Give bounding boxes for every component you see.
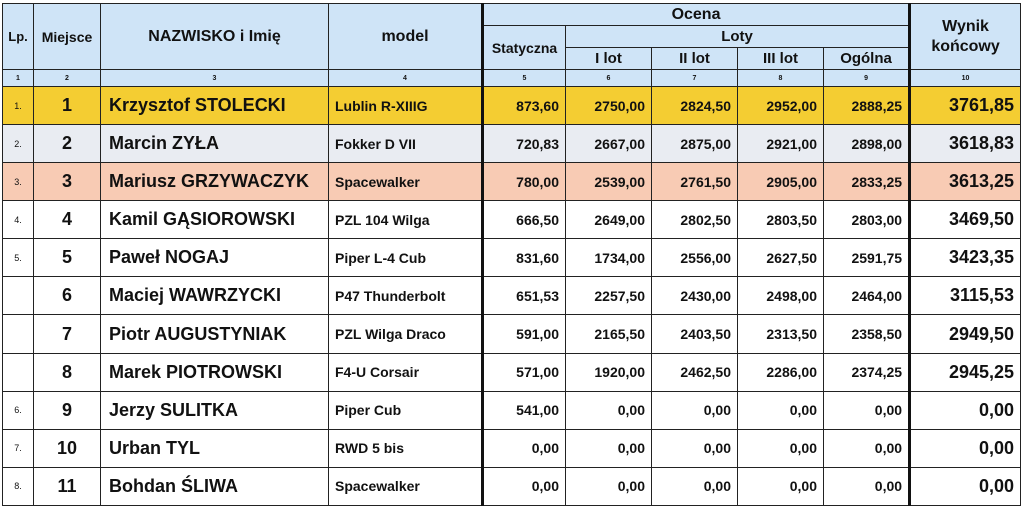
row-lot3: 2921,00 [738,125,824,163]
row-static: 541,00 [483,391,566,429]
row-overall: 2898,00 [824,125,910,163]
row-lot3: 0,00 [738,391,824,429]
table-row [3,353,1021,391]
row-place: 8 [34,353,101,391]
row-lot3: 2952,00 [738,87,824,125]
row-name: Marcin ZYŁA [101,125,329,163]
row-lot1: 2165,50 [566,315,652,353]
row-place: 4 [34,201,101,239]
row-lot2: 2824,50 [652,87,738,125]
header-overall: Ogólna [824,48,910,70]
row-final: 3115,53 [910,277,1021,315]
column-index: 5 [483,70,566,87]
header-lot3: III lot [738,48,824,70]
row-lp: 7. [3,429,34,467]
row-final: 0,00 [910,467,1021,505]
row-lp: 5. [3,239,34,277]
row-lot1: 2750,00 [566,87,652,125]
row-lot3: 2905,00 [738,163,824,201]
header-lot1: I lot [566,48,652,70]
row-model: Spacewalker [329,163,483,201]
row-lot3: 2313,50 [738,315,824,353]
row-lot2: 2875,00 [652,125,738,163]
row-name: Marek PIOTROWSKI [101,353,329,391]
row-lp [3,277,34,315]
row-model: P47 Thunderbolt [329,277,483,315]
row-overall: 2833,25 [824,163,910,201]
row-name: Urban TYL [101,429,329,467]
row-place: 2 [34,125,101,163]
row-static: 873,60 [483,87,566,125]
row-lot2: 2430,00 [652,277,738,315]
results-table [2,3,1021,506]
row-lot3: 0,00 [738,467,824,505]
row-lot1: 0,00 [566,429,652,467]
column-index: 2 [34,70,101,87]
row-lp: 2. [3,125,34,163]
table-row [3,429,1021,467]
row-overall: 2888,25 [824,87,910,125]
header-loty: Loty [566,26,910,48]
row-static: 591,00 [483,315,566,353]
row-lot3: 2803,50 [738,201,824,239]
row-static: 0,00 [483,429,566,467]
row-model: Lublin R-XIIIG [329,87,483,125]
row-final: 2945,25 [910,353,1021,391]
row-final: 3613,25 [910,163,1021,201]
table-row [3,201,1021,239]
row-lp: 6. [3,391,34,429]
row-place: 1 [34,87,101,125]
row-model: PZL Wilga Draco [329,315,483,353]
row-overall: 2591,75 [824,239,910,277]
row-place: 7 [34,315,101,353]
row-lp: 8. [3,467,34,505]
header-ocena: Ocena [483,4,910,26]
row-model: Fokker D VII [329,125,483,163]
column-index: 7 [652,70,738,87]
row-overall: 0,00 [824,467,910,505]
header-final: Wynik końcowy [910,4,1021,70]
row-lot2: 2556,00 [652,239,738,277]
row-lot1: 0,00 [566,391,652,429]
column-index: 6 [566,70,652,87]
header-name: NAZWISKO i Imię [101,4,329,70]
row-static: 780,00 [483,163,566,201]
row-lp [3,353,34,391]
row-place: 9 [34,391,101,429]
header-lp: Lp. [3,4,34,70]
row-static: 831,60 [483,239,566,277]
row-lot1: 0,00 [566,467,652,505]
table-row [3,391,1021,429]
row-lot2: 2462,50 [652,353,738,391]
row-final: 3423,35 [910,239,1021,277]
row-name: Jerzy SULITKA [101,391,329,429]
row-name: Bohdan ŚLIWA [101,467,329,505]
row-lot1: 1734,00 [566,239,652,277]
row-static: 0,00 [483,467,566,505]
row-overall: 2374,25 [824,353,910,391]
row-final: 0,00 [910,391,1021,429]
row-lot2: 0,00 [652,429,738,467]
table-row [3,163,1021,201]
row-overall: 0,00 [824,429,910,467]
row-lot2: 2761,50 [652,163,738,201]
table-row [3,315,1021,353]
row-model: PZL 104 Wilga [329,201,483,239]
row-lot2: 0,00 [652,391,738,429]
column-index-row [3,70,1021,87]
row-static: 571,00 [483,353,566,391]
column-index: 9 [824,70,910,87]
row-lot3: 2627,50 [738,239,824,277]
row-lp: 3. [3,163,34,201]
row-model: RWD 5 bis [329,429,483,467]
row-lot2: 0,00 [652,467,738,505]
table-row [3,239,1021,277]
column-index: 8 [738,70,824,87]
row-name: Krzysztof STOLECKI [101,87,329,125]
row-place: 11 [34,467,101,505]
row-name: Paweł NOGAJ [101,239,329,277]
row-model: Spacewalker [329,467,483,505]
row-final: 3761,85 [910,87,1021,125]
column-index: 10 [910,70,1021,87]
table-row [3,277,1021,315]
header-model: model [329,4,483,70]
row-overall: 2358,50 [824,315,910,353]
row-lot3: 2498,00 [738,277,824,315]
row-final: 2949,50 [910,315,1021,353]
header-place: Miejsce [34,4,101,70]
row-model: Piper L-4 Cub [329,239,483,277]
row-overall: 2803,00 [824,201,910,239]
row-model: F4-U Corsair [329,353,483,391]
row-static: 666,50 [483,201,566,239]
row-static: 720,83 [483,125,566,163]
row-lot1: 2257,50 [566,277,652,315]
row-overall: 0,00 [824,391,910,429]
header-static: Statyczna [483,26,566,70]
table-row [3,87,1021,125]
row-name: Kamil GĄSIOROWSKI [101,201,329,239]
column-index: 4 [329,70,483,87]
row-lot3: 2286,00 [738,353,824,391]
table-row [3,125,1021,163]
row-lot1: 1920,00 [566,353,652,391]
row-lot1: 2667,00 [566,125,652,163]
header-lot2: II lot [652,48,738,70]
row-final: 0,00 [910,429,1021,467]
row-lp [3,315,34,353]
table-row [3,467,1021,505]
row-place: 5 [34,239,101,277]
row-lp: 1. [3,87,34,125]
row-lp: 4. [3,201,34,239]
row-static: 651,53 [483,277,566,315]
row-lot3: 0,00 [738,429,824,467]
row-lot1: 2649,00 [566,201,652,239]
row-lot1: 2539,00 [566,163,652,201]
row-place: 6 [34,277,101,315]
row-name: Piotr AUGUSTYNIAK [101,315,329,353]
row-overall: 2464,00 [824,277,910,315]
column-index: 3 [101,70,329,87]
row-place: 3 [34,163,101,201]
row-final: 3469,50 [910,201,1021,239]
row-model: Piper Cub [329,391,483,429]
row-lot2: 2802,50 [652,201,738,239]
column-index: 1 [3,70,34,87]
row-name: Mariusz GRZYWACZYK [101,163,329,201]
row-name: Maciej WAWRZYCKI [101,277,329,315]
row-place: 10 [34,429,101,467]
row-final: 3618,83 [910,125,1021,163]
row-lot2: 2403,50 [652,315,738,353]
